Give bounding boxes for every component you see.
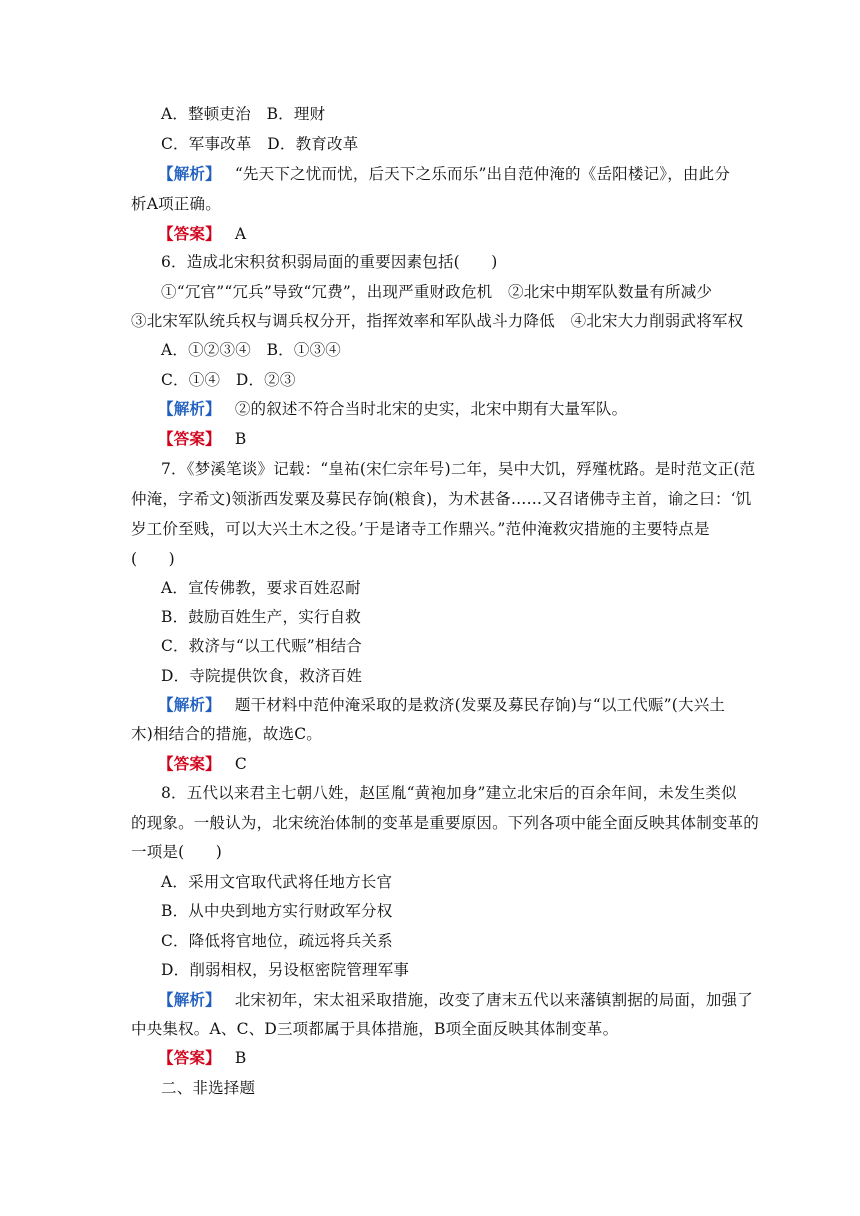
answer-tag: 【答案】 bbox=[158, 429, 221, 448]
q8-answer bbox=[158, 1048, 246, 1068]
q6-item-line-1: ①“冗官”“冗兵”导致“冗费”，出现严重财政危机 ②北宋中期军队数量有所减少 bbox=[161, 283, 713, 301]
solution-text: “先天下之忧而忧，后天下之乐而乐”出自范仲淹的《岳阳楼记》，由此分 bbox=[234, 165, 731, 183]
q7-option-d: D．寺院提供饮食，救济百姓 bbox=[161, 667, 363, 685]
q5-solution-cont: 析A项正确。 bbox=[131, 195, 221, 213]
q6-options-ab: A．①②③④ B．①③④ bbox=[161, 341, 341, 359]
answer-value: B bbox=[234, 1049, 247, 1067]
q8-stem-line-3: 一项是( ) bbox=[131, 843, 222, 861]
q8-option-b: B．从中央到地方实行财政军分权 bbox=[161, 902, 393, 920]
answer-value: C bbox=[234, 755, 247, 773]
q8-stem-line-2: 的现象。一般认为，北宋统治体制的变革是重要原因。下列各项中能全面反映其体制变革的 bbox=[131, 814, 760, 832]
q6-item-line-2: ③北宋军队统兵权与调兵权分开，指挥效率和军队战斗力降低 ④北宋大力削弱武将军权 bbox=[131, 312, 744, 330]
q5-options-cd: C．军事改革 D．教育改革 bbox=[161, 135, 359, 153]
solution-text: 题干材料中范仲淹采取的是救济(发粟及募民存饷)与“以工代赈”(大兴土 bbox=[234, 696, 726, 714]
q8-option-a: A．采用文官取代武将任地方长官 bbox=[161, 873, 393, 891]
answer-value: A bbox=[234, 225, 247, 243]
q7-stem-line-2: 仲淹，字希文)领浙西发粟及募民存饷(粮食)，为术甚备……又召诸佛寺主首，谕之曰：‘饥 bbox=[131, 490, 752, 508]
q7-stem-line-1: 7．《梦溪笔谈》记载：“皇祐(宋仁宗年号)二年，吴中大饥，殍殣枕路。是时范文正(范 bbox=[161, 460, 756, 478]
solution-text: 北宋初年，宋太祖采取措施，改变了唐末五代以来藩镇割据的局面，加强了 bbox=[234, 991, 753, 1009]
answer-tag: 【答案】 bbox=[158, 224, 221, 243]
q7-option-b: B．鼓励百姓生产，实行自救 bbox=[161, 608, 361, 626]
q7-option-a: A．宣传佛教，要求百姓忍耐 bbox=[161, 579, 361, 597]
q7-option-c: C．救济与“以工代赈”相结合 bbox=[161, 637, 363, 655]
q6-stem: 6．造成北宋积贫积弱局面的重要因素包括( ) bbox=[161, 253, 498, 271]
solution-tag: 【解析】 bbox=[158, 990, 221, 1009]
solution-tag: 【解析】 bbox=[158, 399, 221, 418]
answer-value: B bbox=[234, 430, 247, 448]
q8-solution bbox=[158, 990, 753, 1010]
q7-stem-line-4: ( ) bbox=[131, 550, 175, 568]
q6-answer bbox=[158, 429, 246, 449]
answer-tag: 【答案】 bbox=[158, 754, 221, 773]
q8-stem-line-1: 8．五代以来君主七朝八姓，赵匡胤“黄袍加身”建立北宋后的百余年间，未发生类似 bbox=[161, 784, 737, 802]
q6-solution bbox=[158, 399, 627, 419]
q7-solution bbox=[158, 695, 725, 715]
q8-option-c: C．降低将官地位，疏远将兵关系 bbox=[161, 932, 393, 950]
q7-answer bbox=[158, 754, 247, 774]
q7-stem-line-3: 岁工价至贱，可以大兴土木之役。’于是诸寺工作鼎兴。”范仲淹救灾措施的主要特点是 bbox=[131, 520, 710, 538]
solution-text: ②的叙述不符合当时北宋的史实，北宋中期有大量军队。 bbox=[234, 400, 628, 418]
q5-solution bbox=[158, 164, 730, 184]
q7-solution-cont: 木)相结合的措施，故选C。 bbox=[131, 725, 323, 743]
q5-answer bbox=[158, 224, 246, 244]
q5-options-ab: A．整顿吏治 B．理财 bbox=[161, 105, 326, 123]
solution-tag: 【解析】 bbox=[158, 164, 221, 183]
q8-solution-cont: 中央集权。A、C、D三项都属于具体措施，B项全面反映其体制变革。 bbox=[131, 1020, 619, 1038]
section-title: 二、非选择题 bbox=[161, 1079, 256, 1097]
answer-tag: 【答案】 bbox=[158, 1048, 221, 1067]
q8-option-d: D．削弱相权，另设枢密院管理军事 bbox=[161, 961, 410, 979]
solution-tag: 【解析】 bbox=[158, 695, 221, 714]
q6-options-cd: C．①④ D．②③ bbox=[161, 371, 296, 389]
